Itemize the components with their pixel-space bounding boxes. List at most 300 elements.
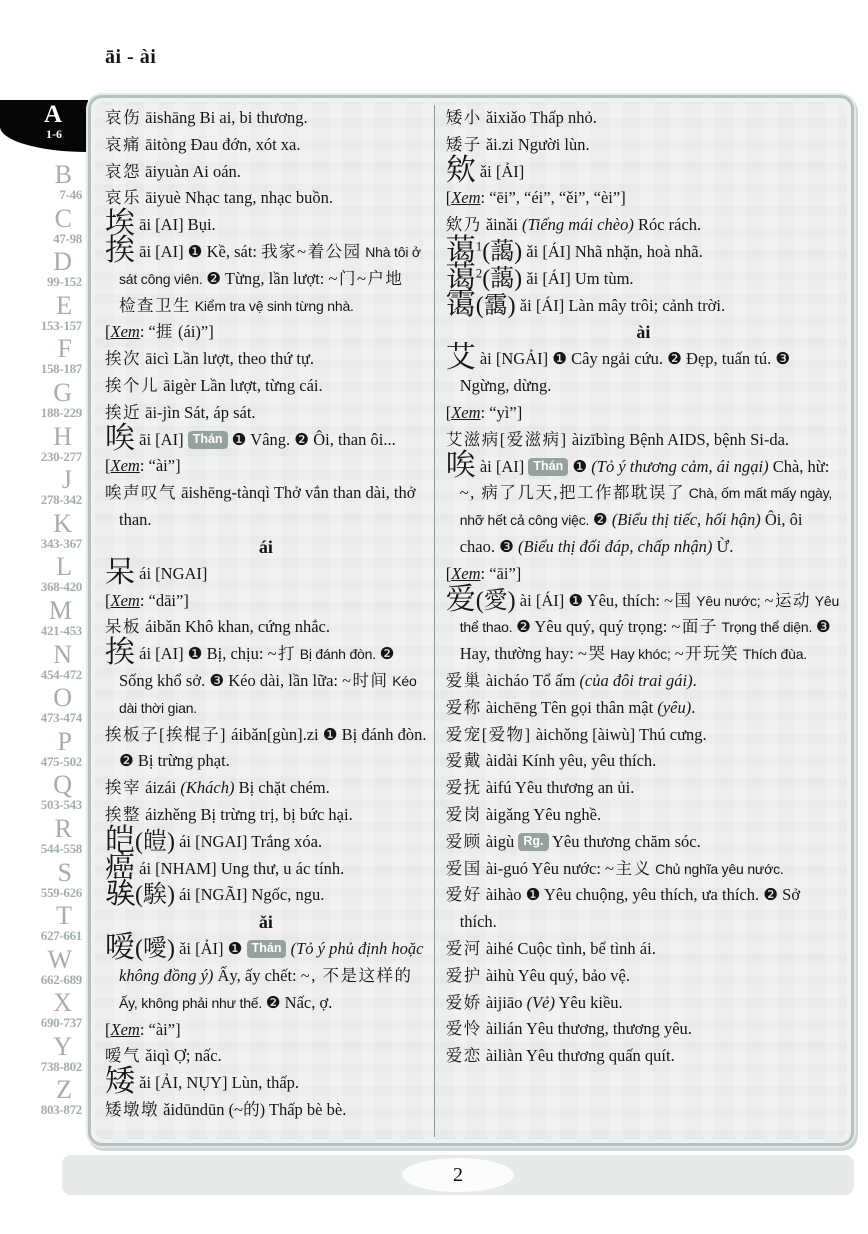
dictionary-entry [105,207,427,241]
sidebar-letter-b[interactable] [0,162,88,206]
headword-hanzi: 爱 [445,582,476,616]
dictionary-entry [446,963,841,990]
xem-crossref: Xem [110,590,140,610]
index-letter: S [57,857,72,887]
definition-text: áizhěng Bị trừng trị, bị bức hại. [141,804,353,824]
definition-text: ǎi [ÁI] Làn mây trôi; cảnh trời. [515,295,726,315]
sidebar-letter-r[interactable] [0,813,88,860]
definition-text: āi [AI] Bụi. [135,215,216,235]
hanzi-text: 呆板 [105,617,141,637]
dictionary-entry [446,212,841,239]
dictionary-entry [446,748,841,775]
example-translation: Chà, ốm mất mấy ngày, nhỡ hết cả công việc. [459,485,833,529]
headword-hanzi: 嗳 [105,931,135,965]
sidebar-letter-d[interactable] [0,249,88,293]
definition-text: ài-guó Yêu nước: [481,858,606,878]
definition-text: ái [NGAI] Trắng xóa. [174,831,323,851]
dictionary-entry [445,582,841,668]
definition-text: : “dāi”] [139,590,189,610]
dictionary-entry [446,990,841,1017]
register-badge: Thán [188,431,228,449]
definition-text: : “āi”] [480,563,522,583]
xem-crossref: Xem [451,402,481,422]
definition-text: àichǒng [àiwù] Thú cưng. [531,724,707,744]
sidebar-letter-g[interactable] [0,377,88,424]
index-letter: J [61,465,72,495]
index-page-range: 7-46 [59,187,82,202]
example-translation: Kiểm tra vệ sinh từng nhà. [191,297,354,314]
definition-text: ǎi [ÁI] Nhã nhặn, hoà nhã. [522,241,703,261]
definition-text: ǎi [ẢI] ❶ [174,939,247,959]
homograph-superscript: 2 [475,265,483,281]
dictionary-entry [105,1065,427,1099]
dictionary-entry [105,931,427,1016]
headword-hanzi: 𫘤 [105,877,135,911]
sidebar-letter-q[interactable] [0,772,88,816]
index-letter: P [57,726,72,756]
hanzi-text: 爱娇 [445,992,482,1012]
definition-text: āi [AI] [135,429,188,449]
hanzi-text: 爱戴 [445,751,482,771]
dictionary-entry [105,373,427,400]
index-page-range: 421-453 [40,622,82,638]
definition-text: àigù [481,831,519,851]
hanzi-text: 爱护 [445,965,482,985]
running-head: āi - ài [105,46,157,68]
definition-text: (ái)”] [173,322,214,342]
definition-text: : “ēi”, “éi”, “ěi”, “èi”] [480,188,626,208]
sidebar-letter-f[interactable] [0,336,88,380]
index-page-range: 188-229 [40,404,82,420]
definition-text: ài [NGẢI] ❶ Cây ngải cứu. ❷ Đẹp, tuấn tú. ❸ Ngừng, dừng. [459,349,791,396]
dictionary-entry [105,1043,427,1070]
hanzi-text: ~门~户地 检查卫生 [119,268,404,315]
dictionary-entry [445,233,841,267]
definition-text: : “ài”] [139,1019,181,1039]
dictionary-entry [445,448,841,561]
hanzi-text: ~, 病了几天,把工作都耽误了 [459,483,685,503]
usage-note-italic: (Biểu thị đối đáp, chấp nhận) [518,536,713,556]
hanzi-text: 矮墩墩 [105,1099,159,1119]
definition-text: ǎi [ÁI] Um tùm. [522,268,634,288]
sidebar-letter-s[interactable] [0,857,88,904]
definition-text: áibǎn[gùn].zi ❶ Bị đánh đòn. ❷ Bị trừng phạt. [119,724,427,771]
dictionary-entry [105,722,427,776]
definition-text: āicì Lần lượt, theo thứ tự. [141,349,315,369]
example-translation: Kéo dài thời gian. [119,672,417,716]
traditional-variant: (藹) [482,238,523,265]
definition-text: . [691,697,696,717]
hanzi-text: 爱巢 [445,670,482,690]
usage-note-italic: (của đôi trai gái) [579,670,693,690]
xem-crossref: Xem [451,563,481,583]
hanzi-text: ~开玩笑 [674,644,740,664]
hanzi-text: 爱怜 [445,1019,482,1039]
definition-text: Yêu kiều. [555,992,623,1012]
definition-text: àiliàn Yêu thương quấn quít. [481,1046,675,1066]
definition-text: ái [AI] ❶ Bị, chịu: [135,644,268,664]
dictionary-entry [446,856,841,883]
definition-text: àidài Kính yêu, yêu thích. [481,751,657,771]
hanzi-text: 挨板子[挨棍子] [105,724,227,744]
example-translation: Thích đùa. [739,646,807,663]
usage-note-italic: (Vẻ) [526,992,555,1012]
definition-text: Yêu thương chăm sóc. [548,831,701,851]
definition-text: Ôi, ôi chao. ❸ [459,510,803,556]
index-letter: N [53,639,72,669]
dictionary-entry [105,1097,427,1124]
dictionary-entry [446,1043,841,1070]
definition-text: ǎinǎi [481,215,523,235]
definition-text: Bị chặt chém. [234,778,330,798]
traditional-variant: (騃) [135,882,175,909]
traditional-variant: (藹) [482,265,523,292]
sidebar-letter-n[interactable] [0,639,88,686]
definition-text: [ [445,188,452,208]
hanzi-text: 哀痛 [105,134,141,154]
sidebar-letter-y[interactable] [0,1031,88,1078]
sidebar-letter-t[interactable] [0,903,88,947]
index-page-range: 627-661 [40,928,82,944]
example-translation: Trọng thể diện. [717,619,816,636]
dictionary-entry [446,1016,841,1043]
homograph-superscript: 1 [475,238,483,254]
definition-text: ❷ Sống khổ sở. ❸ Kéo dài, lần lữa: [119,644,395,690]
sidebar-letter-p[interactable] [0,726,88,773]
xem-crossref: Xem [451,188,481,208]
definition-text: Róc rách. [633,215,702,235]
headword-hanzi: 癌 [105,850,135,884]
hanzi-text: 挨个儿 [105,375,159,395]
dictionary-entry [105,159,427,186]
sidebar-letter-j[interactable] [0,467,88,511]
hanzi-text: 矮子 [445,134,482,154]
hanzi-text: ~主义 [605,858,652,878]
index-letter: G [53,377,72,407]
dictionary-entry [105,453,427,480]
definition-text: ❸ Hay, thường hay: [459,617,831,664]
example-translation: Bị đánh đòn. [296,646,380,663]
index-page-range: 662-689 [40,971,82,987]
sidebar-letter-e[interactable] [0,290,88,337]
hanzi-text: 哀怨 [105,161,141,181]
definition-text: āitòng Đau đớn, xót xa. [141,134,301,154]
hanzi-text: 艾滋病[爱滋病] [445,429,568,449]
definition-text: : “ài”] [139,456,181,476]
index-page-range: 99-152 [46,274,82,290]
usage-note-italic: (Biểu thị tiếc, hối hận) [611,510,761,530]
headword-hanzi: 挨 [105,636,135,670]
definition-text: Chà, hừ: [768,456,830,476]
hanzi-text: 挨宰 [105,778,141,798]
index-page-range: 153-157 [40,317,82,333]
index-letter: M [48,595,72,625]
index-letter: Y [53,1031,72,1061]
dictionary-entry [105,346,427,373]
definition-text: āi [AI] ❶ Kề, sát: [135,241,262,261]
headword-hanzi: 霭 [445,287,476,321]
dictionary-entry [446,882,841,936]
definition-text: Ấy, ấy chết: [213,965,301,985]
pinyin-section-header: ái [258,536,273,557]
hanzi-text: 爱宠[爱物] [445,724,532,744]
example-translation: Ấy, không phải như thế. [119,994,266,1011]
definition-text: ái [NGAI] [135,563,208,583]
dictionary-entry [105,636,427,721]
sidebar-letter-c[interactable] [0,203,88,250]
sidebar-letter-x[interactable] [0,990,88,1034]
definition-text: ǎi.zi Người lùn. [481,134,590,154]
sidebar-letter-z[interactable] [0,1077,88,1121]
definition-text: àihé Cuộc tình, bể tình ái. [481,938,656,958]
dictionary-entry [446,695,841,722]
pinyin-section-header: ǎi [258,912,273,933]
index-letter: T [56,901,72,931]
index-letter: H [53,421,72,451]
sidebar-letter-l[interactable] [0,554,88,598]
definition-text: àilián Yêu thương, thương yêu. [481,1019,692,1039]
definition-text: [ [105,1019,111,1039]
column-right [435,105,845,1137]
index-page-range: 559-626 [40,884,82,900]
sidebar-letter-w[interactable] [0,944,88,991]
sidebar-letter-o[interactable] [0,685,88,729]
hanzi-text: 挨次 [105,349,141,369]
hanzi-text: 爱河 [445,938,482,958]
dictionary-entry [105,614,427,641]
hanzi-text: 哀乐 [105,188,141,208]
index-page-range: 544-558 [40,840,82,856]
dictionary-entry [105,588,427,615]
sidebar-letter-m[interactable] [0,595,88,642]
dictionary-entry [105,850,427,884]
usage-note-italic: (Tỏ ý phủ định hoặc không đồng ý) [119,939,424,985]
sidebar-letter-a[interactable] [0,100,88,152]
dictionary-entry [105,421,427,455]
index-page-range: 47-98 [53,230,82,246]
dictionary-entry [105,480,427,534]
traditional-variant: (皚) [135,828,175,855]
dictionary-entry [105,555,427,589]
hanzi-text: ~运动 [764,590,812,610]
traditional-variant: (愛) [475,587,516,614]
hanzi-text: 挨整 [105,804,141,824]
index-letter: B [54,160,72,189]
register-badge: Thán [247,940,287,958]
usage-note-italic: (Tiếng mái chèo) [522,215,634,235]
definition-text: ❷ Từng, lần lượt: [206,268,329,288]
dictionary-entry [445,341,841,400]
index-page-range: 1-6 [46,127,62,141]
headword-hanzi: 呆 [105,555,135,589]
headword-hanzi: 唉 [105,421,135,455]
headword-hanzi: 蔼 [445,260,476,294]
dictionary-entry [105,877,427,911]
example-translation: Nhà tôi ở sát công viên. [119,243,421,287]
definition-text: ❷ [592,510,612,530]
index-page-range: 475-502 [40,753,82,769]
headword-hanzi: 埃 [105,207,135,241]
index-letter: D [53,247,72,277]
definition-text: ǎidūndūn (~的) Thấp bè bè. [159,1099,347,1119]
column-left [99,105,435,1137]
dictionary-entry [445,287,841,321]
definition-text: ǎi [ẢI] [475,161,525,181]
definition-text: ài [AI] [475,456,529,476]
dictionary-entry [446,561,841,588]
dictionary-entry [105,319,427,346]
index-letter: E [56,290,72,320]
dictionary-entry [446,185,841,212]
definition-text: àihào ❶ Yêu chuộng, yêu thích, ưa thích. ❷ Sở thích. [459,885,801,932]
hanzi-text: 爱抚 [445,778,482,798]
definition-text: : “yì”] [480,402,523,422]
index-page-range: 230-277 [40,448,82,464]
dictionary-entry [105,775,427,802]
page-number: 2 [402,1158,514,1192]
dictionary-entry [446,105,841,132]
definition-text: àihù Yêu quý, bảo vệ. [481,965,630,985]
definition-text: āi-jìn Sát, áp sát. [141,402,256,422]
definition-text: : “ [139,322,156,342]
usage-note-italic: (Tỏ ý thương cảm, ái ngại) [591,456,769,476]
hanzi-text: ~面子 [671,617,718,637]
hanzi-text: ~哭 [578,644,607,664]
hanzi-text: 矮小 [445,108,482,127]
dictionary-entry [446,722,841,749]
sidebar-index [0,100,88,1121]
index-letter: A [43,101,62,128]
headword-hanzi: 唉 [445,448,476,482]
hanzi-text: 爱恋 [445,1046,482,1066]
headword-hanzi: 欸 [445,153,476,187]
headword-hanzi: 蔼 [445,233,476,267]
definition-text: àifú Yêu thương an ủi. [481,778,635,798]
footer-bar [62,1155,854,1195]
index-letter: K [53,508,72,538]
pinyin-section-header: ài [636,322,651,343]
definition-text: āiyuàn Ai oán. [141,161,241,181]
index-page-range: 503-543 [40,797,82,813]
definition-text: [ [105,590,111,610]
sidebar-letter-h[interactable] [0,421,88,468]
hanzi-text: ~打 [267,644,296,664]
headword-hanzi: 皑 [105,823,135,857]
definition-text: àicháo Tổ ấm [481,670,580,690]
hanzi-text: 唉声叹气 [105,483,177,503]
index-letter: L [56,552,72,582]
traditional-variant: (噯) [135,936,175,963]
definition-text: āigèr Lần lượt, từng cái. [159,375,323,395]
definition-text: Ừ. [712,536,734,556]
dictionary-entry [105,1017,427,1044]
dictionary-entry [105,105,427,132]
definition-text: áibǎn Khô khan, cứng nhắc. [141,617,331,637]
hanzi-text: 爱顾 [445,831,482,851]
register-badge: Rg. [518,833,548,851]
definition-text: āishāng Bi ai, bi thương. [141,108,308,127]
dictionary-entry [105,802,427,829]
dictionary-entry [105,185,427,212]
definition-text: āishēng-tànqì Thở vắn than dài, thở than. [119,483,416,529]
dictionary-entry [445,260,841,294]
content-columns [91,98,851,1143]
index-letter: F [57,334,72,364]
xem-crossref: Xem [110,456,140,476]
index-page-range: 158-187 [40,361,82,377]
index-page-range: 803-872 [40,1102,82,1118]
hanzi-text: 捱 [155,322,174,342]
definition-text: ❶ Vâng. ❷ Ôi, than ôi... [227,429,396,449]
dictionary-entry [445,153,841,187]
example-translation: Hay khóc; [606,646,671,663]
index-letter: O [53,683,72,713]
index-letter: Z [56,1075,72,1105]
dictionary-entry [446,427,841,454]
dictionary-entry [446,829,841,856]
example-translation: Chủ nghĩa yêu nước. [651,860,784,877]
hanzi-text: ~, 不是这样的 [300,965,413,985]
definition-text: āiyuè Nhạc tang, nhạc buồn. [141,188,333,208]
dictionary-entry [446,775,841,802]
hanzi-text: ~国 [664,590,693,610]
hanzi-text: 挨近 [105,402,141,422]
definition-text: ǎi [ẢI, NỤY] Lùn, thấp. [135,1073,300,1093]
hanzi-text: 我家~着公园 [261,241,362,261]
hanzi-text: 哀伤 [105,108,141,127]
index-letter: R [54,813,72,843]
index-page-range: 278-342 [40,492,82,508]
definition-text: . [692,670,697,690]
usage-note-italic: (yêu) [657,697,692,717]
index-letter: Q [53,770,72,800]
definition-text: àichēng Tên gọi thân mật [481,697,658,717]
index-page-range: 454-472 [40,666,82,682]
index-letter: W [47,944,72,974]
dictionary-entry [105,233,427,319]
dictionary-entry [446,802,841,829]
dictionary-entry [446,132,841,159]
headword-hanzi: 矮 [105,1065,135,1099]
register-badge: Thán [528,458,568,476]
hanzi-text: 爱称 [445,697,482,717]
dictionary-entry [446,400,841,427]
definition-text: ài [ÁI] ❶ Yêu, thích: [515,590,665,610]
definition-text: [ [445,563,452,583]
headword-hanzi: 挨 [105,233,135,267]
definition-text: ǎixiǎo Thấp nhỏ. [481,108,597,127]
hanzi-text: 爱岗 [445,804,482,824]
definition-text: ❶ [568,456,592,476]
definition-text: áizái [141,778,181,798]
definition-text: ❷ Nấc, ợ. [265,992,333,1012]
hanzi-text: 爱好 [445,885,482,905]
definition-text: ái [NGÃI] Ngốc, ngu. [174,885,325,905]
definition-text: [ [105,456,111,476]
hanzi-text: ~时间 [342,670,389,690]
dictionary-entry [105,823,427,857]
example-translation: Yêu thể thao. [459,592,840,636]
index-letter: C [54,203,72,233]
hanzi-text: 欸乃 [445,215,482,235]
content-panel [88,95,854,1146]
sidebar-letter-k[interactable] [0,508,88,555]
definition-text: àizībìng Bệnh AIDS, bệnh Si-da. [567,429,790,449]
index-page-range: 368-420 [40,579,82,595]
index-page-range: 473-474 [40,710,82,726]
dictionary-entry [105,400,427,427]
hanzi-text: 嗳气 [105,1046,141,1066]
